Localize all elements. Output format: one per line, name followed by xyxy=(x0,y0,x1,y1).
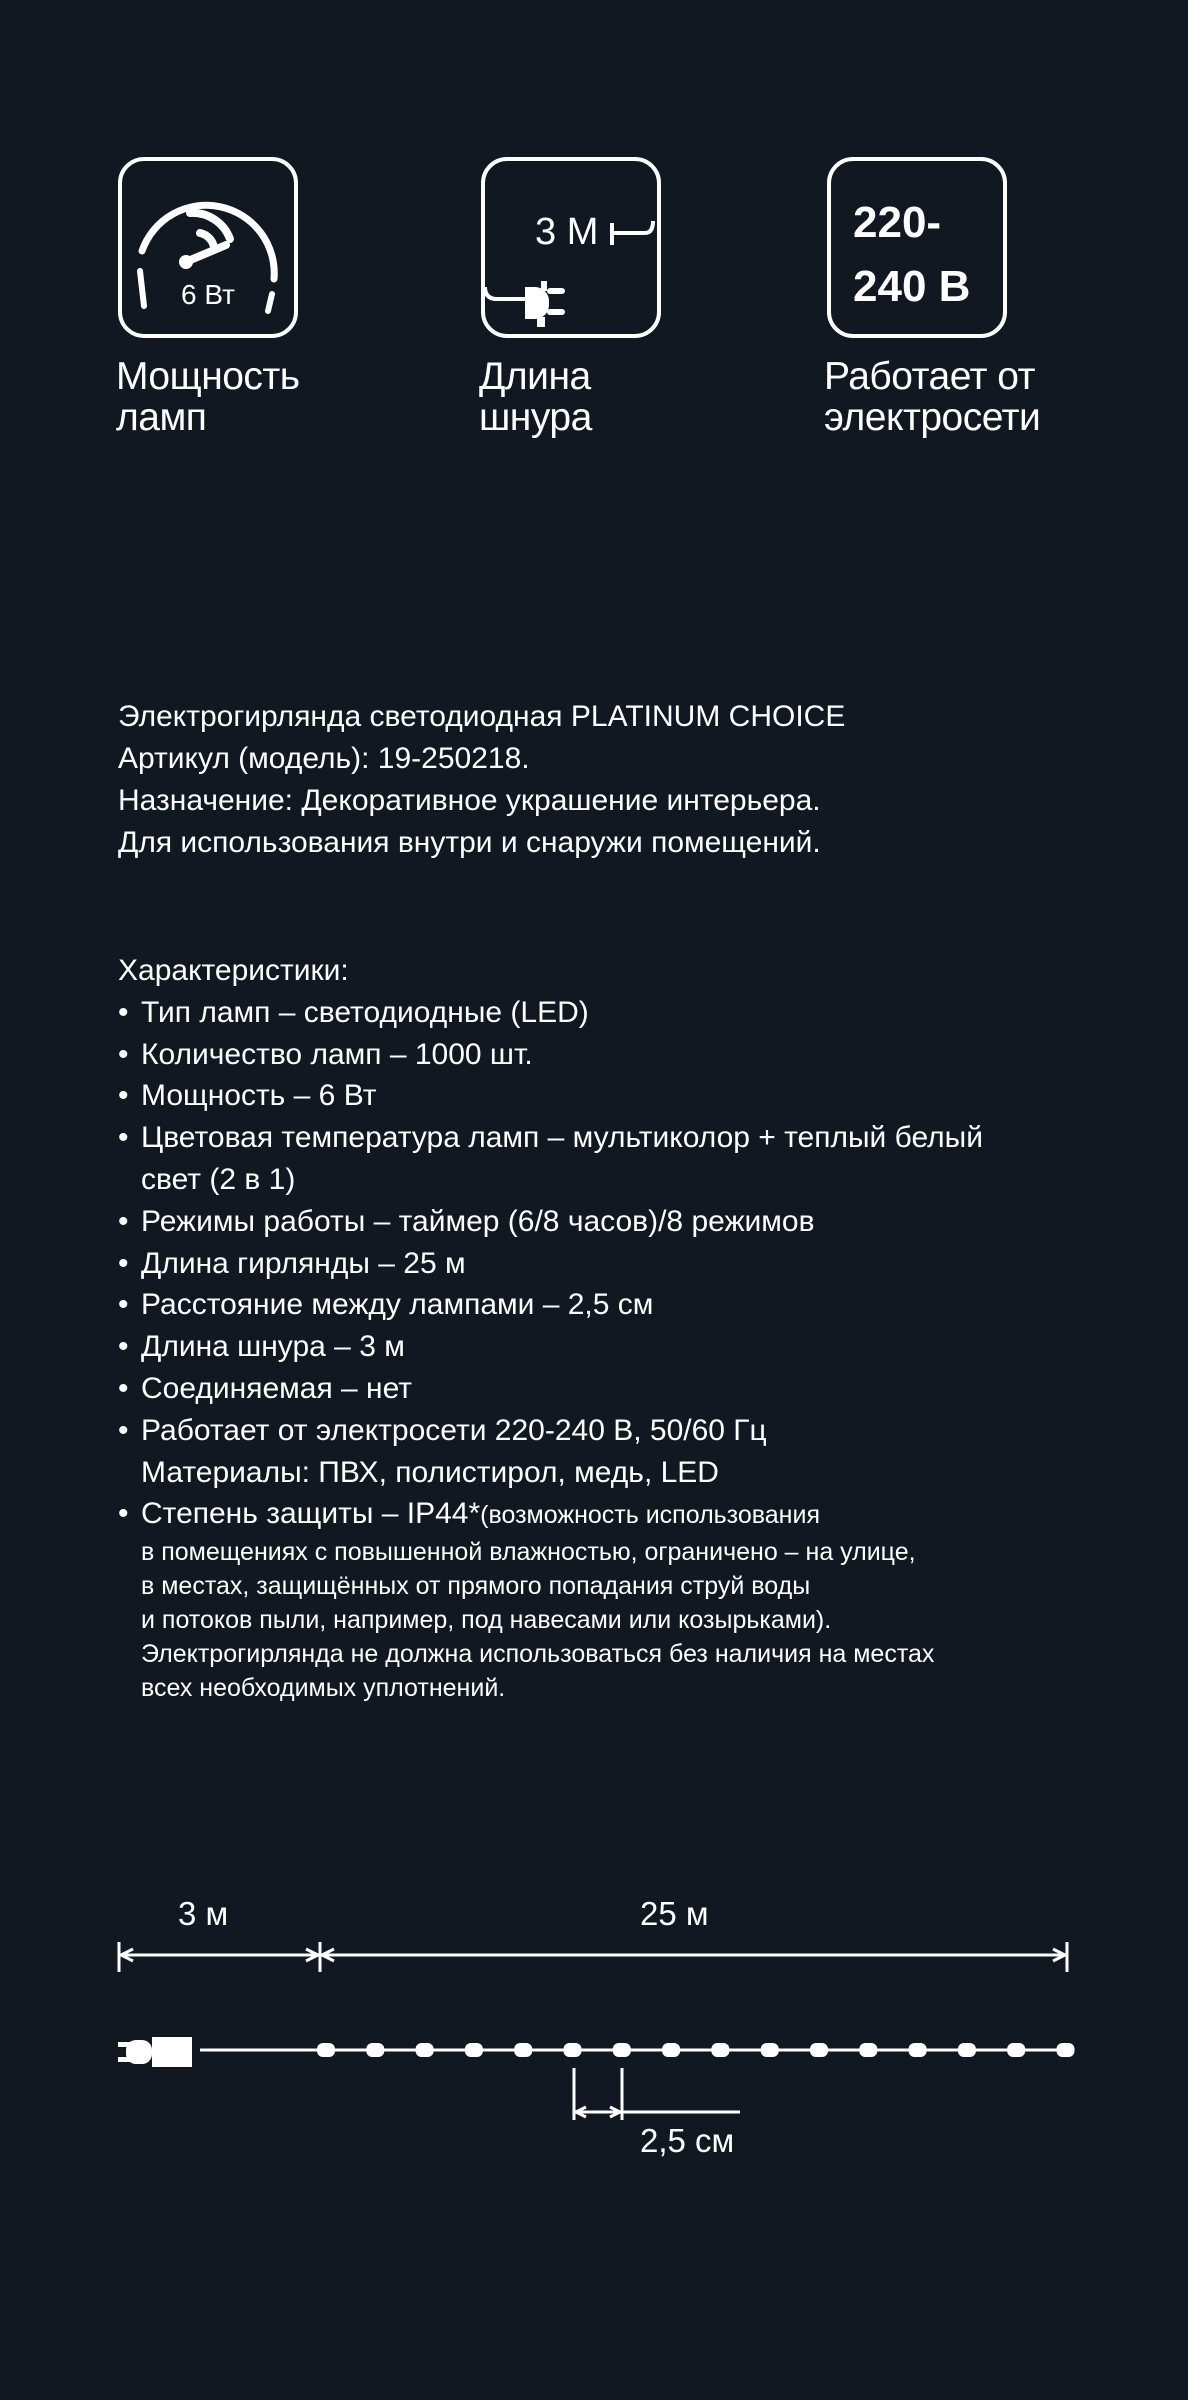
spec-item: • Длина гирлянды – 25 м xyxy=(118,1243,983,1285)
bulb-icon xyxy=(416,2043,434,2057)
voltage-icon xyxy=(853,191,970,319)
spec-item-protection xyxy=(118,1493,983,1535)
label-line: шнура xyxy=(479,396,592,439)
bulb-icon xyxy=(613,2043,631,2057)
label-line: Работает от xyxy=(824,355,1035,398)
bulb-icon xyxy=(1007,2043,1025,2057)
spec-item: • Режимы работы – таймер (6/8 часов)/8 режимов xyxy=(118,1201,983,1243)
protection-note-line: в местах, защищённых от прямого попадания струй воды xyxy=(141,1572,811,1601)
voltage-value-line: 240 В xyxy=(853,262,971,311)
spec-item: • Расстояние между лампами – 2,5 см xyxy=(118,1284,983,1326)
specs-heading: Характеристики: xyxy=(118,954,349,987)
label-line: ламп xyxy=(116,396,207,439)
label-line: Длина xyxy=(479,355,591,398)
description-line: Назначение: Декоративное украшение интерьера. xyxy=(118,784,821,817)
protection-note: (возможность использования xyxy=(480,1501,820,1530)
product-description xyxy=(118,696,845,864)
spec-item: • Соединяемая – нет xyxy=(118,1368,983,1410)
spec-item: • Длина шнура – 3 м xyxy=(118,1326,983,1368)
bulb-icon xyxy=(465,2043,483,2057)
power-label xyxy=(116,356,300,438)
bulb-icon xyxy=(909,2043,927,2057)
voltage-value-line: 220- xyxy=(853,198,942,247)
description-line: Артикул (модель): 19-250218. xyxy=(118,742,530,775)
description-line: Для использования внутри и снаружи помещений. xyxy=(118,826,821,859)
power-feature-icon-box xyxy=(118,157,298,338)
cord-length-dimension: 3 м xyxy=(178,1895,229,1932)
spec-item: • Тип ламп – светодиодные (LED) xyxy=(118,992,983,1034)
spec-item-continuation: свет (2 в 1) xyxy=(141,1162,296,1196)
specifications xyxy=(118,950,983,1705)
bulb-icon xyxy=(564,2043,582,2057)
voltage-label xyxy=(824,356,1040,438)
voltage-feature-icon-box xyxy=(827,157,1007,338)
bulb-spacing-dimension: 2,5 см xyxy=(640,2122,735,2159)
protection-note-line: Электрогирлянда не должна использоваться без наличия на местах xyxy=(141,1640,935,1669)
spec-item: • Работает от электросети 220-240 В, 50/60 Гц xyxy=(118,1410,983,1452)
cord-label xyxy=(479,356,592,438)
bulb-icon xyxy=(761,2043,779,2057)
protection-note-line: и потоков пыли, например, под навесами или козырьками). xyxy=(141,1606,832,1635)
bulb-icon xyxy=(514,2043,532,2057)
spec-item: • Цветовая температура ламп – мультиколор + теплый белый xyxy=(118,1117,983,1159)
spec-item: • Количество ламп – 1000 шт. xyxy=(118,1034,983,1076)
bulb-icon xyxy=(662,2043,680,2057)
plug-icon xyxy=(118,2037,192,2067)
protection-note-line: всех необходимых уплотнений. xyxy=(141,1674,506,1703)
garland-length-dimension: 25 м xyxy=(640,1895,709,1932)
bulb-icon xyxy=(859,2043,877,2057)
bulb-icon xyxy=(366,2043,384,2057)
bulb-icon xyxy=(711,2043,729,2057)
cord-feature-icon-box xyxy=(481,157,661,338)
spec-item: • Мощность – 6 Вт xyxy=(118,1075,983,1117)
cord-length-value: 3 М xyxy=(535,211,599,253)
bulb-icon xyxy=(317,2043,335,2057)
description-line: Электрогирлянда светодиодная PLATINUM CHOICE xyxy=(118,700,846,733)
bulb-icon xyxy=(810,2043,828,2057)
label-line: электросети xyxy=(824,396,1041,439)
label-line: Мощность xyxy=(116,355,300,398)
bulb-icon xyxy=(1057,2043,1075,2057)
bulb-icon xyxy=(958,2043,976,2057)
spec-item-materials: Материалы: ПВХ, полистирол, медь, LED xyxy=(141,1455,719,1489)
protection-rating: Степень защиты – IP44* xyxy=(141,1497,481,1531)
power-value: 6 Вт xyxy=(181,279,235,310)
protection-note-line: в помещениях с повышенной влажностью, ограничено – на улице, xyxy=(141,1538,916,1567)
